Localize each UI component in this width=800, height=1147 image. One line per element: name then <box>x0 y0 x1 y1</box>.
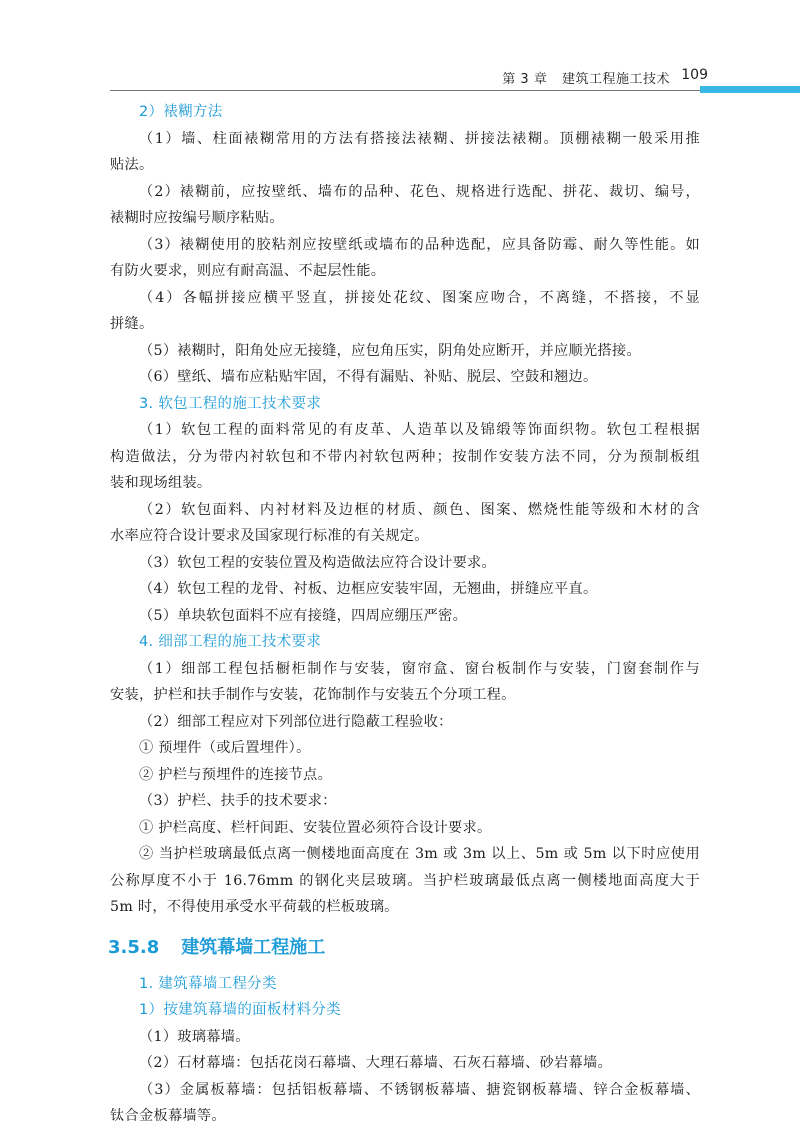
paragraph-line: （2）细部工程应对下列部位进行隐蔽工程验收： <box>139 713 453 730</box>
paragraph-line: （1）墙、柱面裱糊常用的方法有搭接法裱糊、拼接法裱糊。顶棚裱糊一般采用推 <box>139 130 700 147</box>
paragraph-line: 水率应符合设计要求及国家现行标准的有关规定。 <box>110 528 429 544</box>
paragraph-line: （1）软包工程的面料常见的有皮革、人造革以及锦缎等饰面织物。软包工程根据 <box>139 422 700 438</box>
paragraph-line: （6）壁纸、墙布应粘贴牢固，不得有漏贴、补贴、脱层、空鼓和翘边。 <box>139 369 598 385</box>
paragraph-line: （3）软包工程的安装位置及构造做法应符合设计要求。 <box>139 554 497 571</box>
text-block-2 <box>110 971 700 1130</box>
chapter-header <box>492 68 670 87</box>
paragraph-line: 安装，护栏和扶手制作与安装，花饰制作与安装五个分项工程。 <box>110 687 516 703</box>
paragraph-line: （5）裱糊时，阳角处应无接缝，应包角压实，阴角处应断开，并应顺光搭接。 <box>139 342 641 359</box>
paragraph-line: 贴法。 <box>110 157 154 173</box>
paragraph-line: 构造做法，分为带内衬软包和不带内衬软包两种；按制作安装方法不同，分为预制板组 <box>110 448 700 465</box>
section-heading <box>108 931 700 965</box>
subheading: 3. 软包工程的施工技术要求 <box>139 395 322 412</box>
section-number: 3.5.8 <box>108 936 160 958</box>
running-header <box>0 62 800 94</box>
paragraph-line: 装和现场组装。 <box>110 475 212 491</box>
paragraph-line: ② 护栏与预埋件的连接节点。 <box>139 766 333 783</box>
paragraph-line: 有防火要求，则应有耐高温、不起层性能。 <box>110 263 386 279</box>
header-accent-bar <box>700 86 800 93</box>
paragraph-line: 公称厚度不小于 16.76mm 的钢化夹层玻璃。当护栏玻璃最低点离一侧楼地面高度大于 <box>110 872 700 889</box>
paragraph-line: （2）裱糊前，应按壁纸、墙布的品种、花色、规格进行选配、拼花、裁切、编号， <box>139 183 700 200</box>
subheading: 1）按建筑幕墙的面板材料分类 <box>139 1002 341 1018</box>
paragraph-line: （3）裱糊使用的胶粘剂应按壁纸或墙布的品种选配，应具备防霉、耐久等性能。如 <box>139 236 700 253</box>
paragraph-line: 裱糊时应按编号顺序粘贴。 <box>110 210 284 226</box>
paragraph-line: ① 护栏高度、栏杆间距、安装位置必须符合设计要求。 <box>139 819 492 836</box>
header-rule <box>110 90 700 91</box>
subheading: 1. 建筑幕墙工程分类 <box>139 975 277 992</box>
paragraph-line: ② 当护栏玻璃最低点离一侧楼地面高度在 3m 或 3m 以上、5m 或 5m 以下时应使用 <box>139 846 700 862</box>
paragraph-line: （4）各幅拼接应横平竖直，拼接处花纹、图案应吻合，不离缝，不搭接，不显 <box>139 289 700 306</box>
paragraph-line: ① 预埋件（或后置埋件）。 <box>139 740 311 756</box>
paragraph-line: （3）护栏、扶手的技术要求： <box>139 793 337 809</box>
subheading: 2）裱糊方法 <box>139 104 223 120</box>
paragraph-line: 拼缝。 <box>110 316 154 332</box>
chapter-number: 第 3 章 <box>502 72 548 87</box>
text-block-1 <box>110 99 700 921</box>
chapter-title: 建筑工程施工技术 <box>561 72 670 87</box>
paragraph-line: （3）金属板幕墙：包括铝板幕墙、不锈钢板幕墙、搪瓷钢板幕墙、锌合金板幕墙、 <box>139 1081 700 1098</box>
paragraph-line: 钛合金板幕墙等。 <box>110 1108 226 1124</box>
paragraph-line: （1）细部工程包括橱柜制作与安装，窗帘盒、窗台板制作与安装，门窗套制作与 <box>139 660 700 677</box>
paragraph-line: （2）石材幕墙：包括花岗石幕墙、大理石幕墙、石灰石幕墙、砂岩幕墙。 <box>139 1055 612 1071</box>
page-body <box>110 99 700 1130</box>
paragraph-line: （1）玻璃幕墙。 <box>139 1028 250 1045</box>
page-number: 109 <box>681 67 708 83</box>
paragraph-line: （5）单块软包面料不应有接缝，四周应绷压严密。 <box>139 607 468 624</box>
subheading: 4. 细部工程的施工技术要求 <box>139 634 322 650</box>
paragraph-line: （4）软包工程的龙骨、衬板、边框应安装牢固，无翘曲，拼缝应平直。 <box>139 581 598 597</box>
section-title: 建筑幕墙工程施工 <box>181 936 326 958</box>
paragraph-line: 5m 时，不得使用承受水平荷载的栏板玻璃。 <box>110 899 399 915</box>
paragraph-line: （2）软包面料、内衬材料及边框的材质、颜色、图案、燃烧性能等级和木材的含 <box>139 501 700 518</box>
